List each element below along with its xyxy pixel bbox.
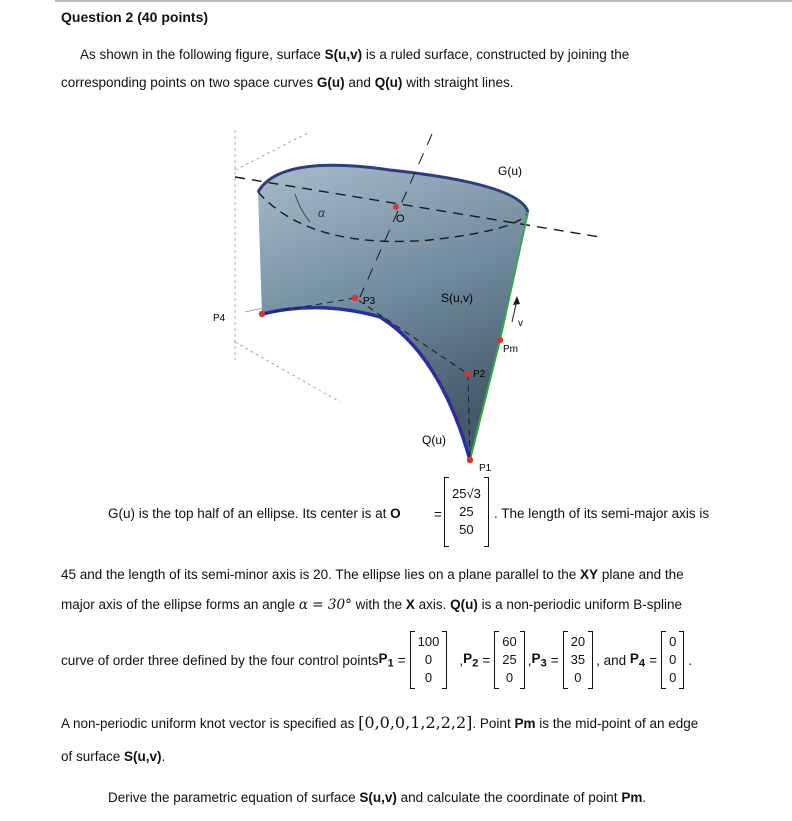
vector-entry: 0	[669, 652, 677, 667]
alpha-equation: α = 30°	[298, 597, 352, 613]
vector-entry: 0	[424, 652, 433, 667]
separator: ,	[527, 652, 532, 668]
ellipse-text: axis.	[414, 597, 451, 612]
center-label: O	[396, 213, 405, 225]
surface-label: S(u,v)	[441, 291, 474, 305]
p2-vector	[494, 631, 524, 689]
surface-name: S(u,v)	[324, 47, 363, 62]
point-index: 1	[387, 657, 394, 670]
vector-entry: 60	[502, 634, 517, 649]
vector-entry: 0	[669, 670, 677, 685]
point-index: 2	[472, 657, 479, 670]
p1-label: P1	[479, 463, 492, 474]
ellipse-line-3	[61, 591, 682, 619]
construction-line	[235, 342, 340, 402]
p3-point	[352, 295, 358, 301]
point-letter: P	[463, 650, 473, 666]
ellipse-text: major axis of the ellipse forms an angle	[61, 597, 299, 612]
p2-symbol	[463, 651, 478, 670]
p3-label: P3	[363, 296, 376, 307]
equals-sign: =	[434, 507, 442, 522]
ellipse-line-1	[108, 500, 401, 528]
vector-entry: 25	[502, 652, 517, 667]
curve-g-name: G(u)	[316, 75, 345, 90]
alpha-label: α	[318, 206, 325, 220]
p4-symbol	[630, 651, 645, 670]
v-label: v	[518, 318, 523, 329]
point-index: 3	[540, 657, 547, 670]
ellipse-text: 45 and the length of its semi-minor axis is 20. The ellipse lies on a plane parallel to the	[61, 567, 581, 582]
construction-line	[235, 132, 310, 170]
p1-symbol	[378, 651, 393, 670]
knot-text: .	[161, 749, 166, 764]
vector-entry: 0	[424, 670, 433, 685]
p2-point	[465, 371, 471, 377]
surface-body	[258, 165, 528, 460]
vector-entry: 35	[570, 652, 586, 667]
vector-entry: 50	[459, 522, 474, 537]
separator: ,	[459, 652, 464, 668]
ellipse-text: is a non-periodic uniform B-spline	[477, 597, 682, 612]
p3-symbol	[531, 651, 546, 670]
curve-q-name: Q(u)	[450, 597, 478, 612]
task-text: and calculate the coordinate of point	[396, 790, 622, 805]
separator: , and	[596, 652, 630, 668]
p1-vector	[410, 631, 448, 689]
curve-q-name: Q(u)	[374, 75, 403, 90]
p4-vector	[661, 631, 684, 689]
intro-text: and	[344, 75, 375, 90]
vector-entry: 0	[574, 670, 582, 685]
knot-line-1	[61, 709, 698, 738]
intro-text: As shown in the following figure, surface	[80, 47, 325, 62]
ellipse-text: G(u) is the top half of an ellipse. Its center is at	[108, 506, 391, 521]
pm-symbol: Pm	[514, 716, 536, 731]
task-text: .	[642, 790, 647, 805]
ellipse-line-1-end: . The length of its semi-major axis is	[494, 506, 710, 521]
control-points-line: curve of order three defined by the four control points $P_1$ = 100 0 0 , $P_2$ = 60 25 0 , $P_3$ = 20 35 0 , and $P_4$ = 0 0 0 .	[61, 625, 692, 695]
top-border	[55, 0, 792, 2]
point-letter: P	[531, 650, 541, 666]
vector-entry: 0	[669, 634, 677, 649]
p2-label: P2	[473, 369, 486, 380]
control-points-text: curve of order three defined by the four control points	[61, 652, 379, 668]
knot-line-2	[61, 743, 165, 771]
v-arrow-head	[513, 296, 520, 305]
ellipse-text: plane and the	[598, 567, 684, 582]
x-axis: X	[405, 597, 415, 612]
p3-vector	[563, 631, 593, 689]
q-curve-label: Q(u)	[422, 433, 446, 447]
vector-entry: 100	[417, 634, 440, 649]
ellipse-line-2	[61, 561, 684, 589]
task-text: Derive the parametric equation of surface	[108, 790, 360, 805]
separator: .	[688, 652, 693, 668]
point-letter: P	[378, 650, 388, 666]
vector-entry: 20	[570, 634, 586, 649]
intro-line-2	[61, 69, 513, 97]
p4-point	[259, 311, 265, 317]
pm-symbol: Pm	[621, 790, 643, 805]
surface-name: S(u,v)	[124, 749, 162, 764]
vector-entry: 25	[459, 504, 474, 519]
task-line	[108, 784, 646, 812]
center-symbol: O	[390, 506, 401, 521]
knot-text: of surface	[61, 749, 125, 764]
vector-entry: 25√3	[452, 486, 481, 501]
pm-point	[497, 337, 503, 343]
question-heading: Question 2 (40 points)	[61, 9, 209, 25]
g-curve-label: G(u)	[498, 164, 522, 178]
point-letter: P	[629, 650, 639, 666]
intro-text: with straight lines.	[402, 75, 514, 90]
vector-entry: 0	[505, 670, 514, 685]
surface-name: S(u,v)	[359, 790, 397, 805]
center-point	[393, 204, 399, 210]
knot-text: . Point	[472, 716, 515, 731]
ruled-surface-figure	[200, 122, 600, 474]
center-vector	[444, 477, 489, 547]
xy-plane: XY	[580, 567, 599, 582]
p4-label: P4	[213, 313, 226, 324]
intro-line-1	[80, 41, 629, 69]
p1-point	[467, 457, 473, 463]
intro-text: is a ruled surface, constructed by joining the	[362, 47, 630, 62]
knot-text: A non-periodic uniform knot vector is specified as	[61, 716, 359, 731]
point-index: 4	[638, 657, 646, 670]
ellipse-text: with the	[351, 597, 406, 612]
intro-text: corresponding points on two space curves	[61, 75, 317, 90]
knot-text: is the mid-point of an edge	[535, 716, 699, 731]
knot-vector: [0,0,0,1,2,2,2]	[358, 713, 473, 732]
pm-label: Pm	[503, 344, 518, 355]
